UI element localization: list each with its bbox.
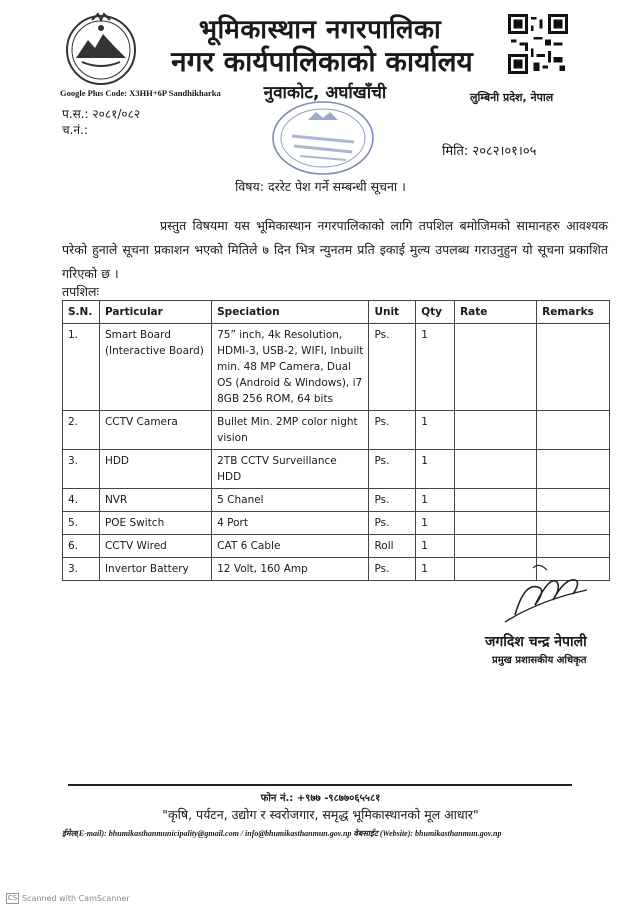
- cell-qty: 1: [416, 324, 455, 411]
- province-name: लुम्बिनी प्रदेश, नेपाल: [470, 91, 554, 104]
- cell-particular: Invertor Battery: [99, 558, 211, 581]
- cell-particular: CCTV Camera: [99, 411, 211, 450]
- cell-sn: 6.: [63, 535, 100, 558]
- cell-rate: [455, 535, 537, 558]
- table-row: [63, 411, 610, 450]
- cell-sn: 4.: [63, 489, 100, 512]
- table-row: [63, 324, 610, 411]
- reference-number: प.स.: २०८१/०८२: [62, 107, 141, 121]
- header-qty: Qty: [416, 301, 455, 324]
- qr-code-icon: [508, 14, 568, 74]
- cell-particular: POE Switch: [99, 512, 211, 535]
- plus-code: Google Plus Code: X3HH+6P Sandhikharka: [60, 88, 221, 98]
- notice-body: प्रस्तुत विषयमा यस भूमिकास्थान नगरपालिकाको लागि तपशिल बमोजिमको सामानहरु आवश्यक परेको हुनाले सूचना प्रकाशन भएको मितिले ७ दिन भित्र न्युनतम प्रति इकाई मुल्य उपलब्ध गराउनुहुन यो सूचना प्रकाशित गरिएको छ ।: [62, 218, 608, 281]
- cell-unit: Roll: [369, 535, 416, 558]
- cell-qty: 1: [416, 489, 455, 512]
- table-row: [63, 450, 610, 489]
- cell-rate: [455, 512, 537, 535]
- header-remarks: Remarks: [537, 301, 610, 324]
- header-unit: Unit: [369, 301, 416, 324]
- scanner-watermark: [6, 893, 130, 904]
- scanner-text: Scanned with CamScanner: [22, 894, 130, 903]
- camscanner-icon: CS: [7, 894, 18, 902]
- nepal-emblem-logo: [62, 10, 140, 88]
- table-header-row: [63, 301, 610, 324]
- schedule-label: तपशिलः: [62, 284, 99, 299]
- table-row: [63, 535, 610, 558]
- cell-unit: Ps.: [369, 558, 416, 581]
- cell-qty: 1: [416, 558, 455, 581]
- cell-sn: 3.: [63, 450, 100, 489]
- cell-particular: HDD: [99, 450, 211, 489]
- cell-rate: [455, 411, 537, 450]
- cell-specification: 12 Volt, 160 Amp: [212, 558, 369, 581]
- cell-remarks: [537, 512, 610, 535]
- footer-slogan: "कृषि, पर्यटन, उद्योग र स्वरोजगार, समृद्ध भूमिकास्थानको मूल आधार": [162, 807, 479, 822]
- cell-rate: [455, 450, 537, 489]
- cell-sn: 5.: [63, 512, 100, 535]
- office-address: नुवाकोट, अर्घाखाँची: [263, 83, 387, 103]
- header-rate: Rate: [455, 301, 537, 324]
- cell-particular: Smart Board (Interactive Board): [99, 324, 211, 411]
- cell-unit: Ps.: [369, 450, 416, 489]
- handwritten-signature: [495, 560, 595, 630]
- cell-sn: 3.: [63, 558, 100, 581]
- cell-remarks: [537, 450, 610, 489]
- cell-sn: 1.: [63, 324, 100, 411]
- header-specification: Speciation: [212, 301, 369, 324]
- cell-specification: 75” inch, 4k Resolution, HDMI-3, USB-2, WIFI, Inbuilt min. 48 MP Camera, Dual OS (Android & Windows), i7 8GB 256 ROM, 64 bits: [212, 324, 369, 411]
- cell-remarks: [537, 324, 610, 411]
- footer-phone: फोन नं.: +९७७ -९८७७०६५५८१: [260, 793, 381, 804]
- table-row: [63, 489, 610, 512]
- footer-contacts: ईमेल(E-mail): bhumikasthanmunicipality@gmail.com / info@bhumikasthanmun.gov.np वेबसाईट (Website): bhumikasthanmun.gov.np: [62, 829, 502, 838]
- subject-line: विषय: दररेट पेश गर्ने सम्बन्धी सूचना ।: [235, 179, 406, 194]
- cell-unit: Ps.: [369, 489, 416, 512]
- cell-rate: [455, 489, 537, 512]
- cell-particular: CCTV Wired: [99, 535, 211, 558]
- cell-remarks: [537, 535, 610, 558]
- cell-sn: 2.: [63, 411, 100, 450]
- items-table: [62, 300, 610, 581]
- cell-specification: CAT 6 Cable: [212, 535, 369, 558]
- issue-date: मिति: २०८२।०१।०५: [442, 144, 537, 159]
- table-row: [63, 512, 610, 535]
- cell-remarks: [537, 489, 610, 512]
- cell-specification: 2TB CCTV Surveillance HDD: [212, 450, 369, 489]
- footer-divider: [68, 784, 572, 786]
- signatory-name: जगदिश चन्द्र नेपाली: [485, 634, 587, 650]
- header-sn: S.N.: [63, 301, 100, 324]
- cell-unit: Ps.: [369, 411, 416, 450]
- cell-specification: Bullet Min. 2MP color night vision: [212, 411, 369, 450]
- cell-qty: 1: [416, 450, 455, 489]
- cell-specification: 5 Chanel: [212, 489, 369, 512]
- municipality-name: भूमिकास्थान नगरपालिका: [198, 15, 442, 45]
- cell-rate: [455, 324, 537, 411]
- cell-qty: 1: [416, 512, 455, 535]
- cell-qty: 1: [416, 535, 455, 558]
- office-name: नगर कार्यपालिकाको कार्यालय: [171, 45, 473, 78]
- office-stamp-seal: [268, 98, 378, 178]
- cell-remarks: [537, 411, 610, 450]
- cell-unit: Ps.: [369, 512, 416, 535]
- cell-qty: 1: [416, 411, 455, 450]
- cell-unit: Ps.: [369, 324, 416, 411]
- header-particular: Particular: [99, 301, 211, 324]
- signatory-title: प्रमुख प्रशासकीय अधिकृत: [492, 655, 587, 666]
- dispatch-number: च.नं.:: [62, 123, 88, 137]
- cell-particular: NVR: [99, 489, 211, 512]
- cell-specification: 4 Port: [212, 512, 369, 535]
